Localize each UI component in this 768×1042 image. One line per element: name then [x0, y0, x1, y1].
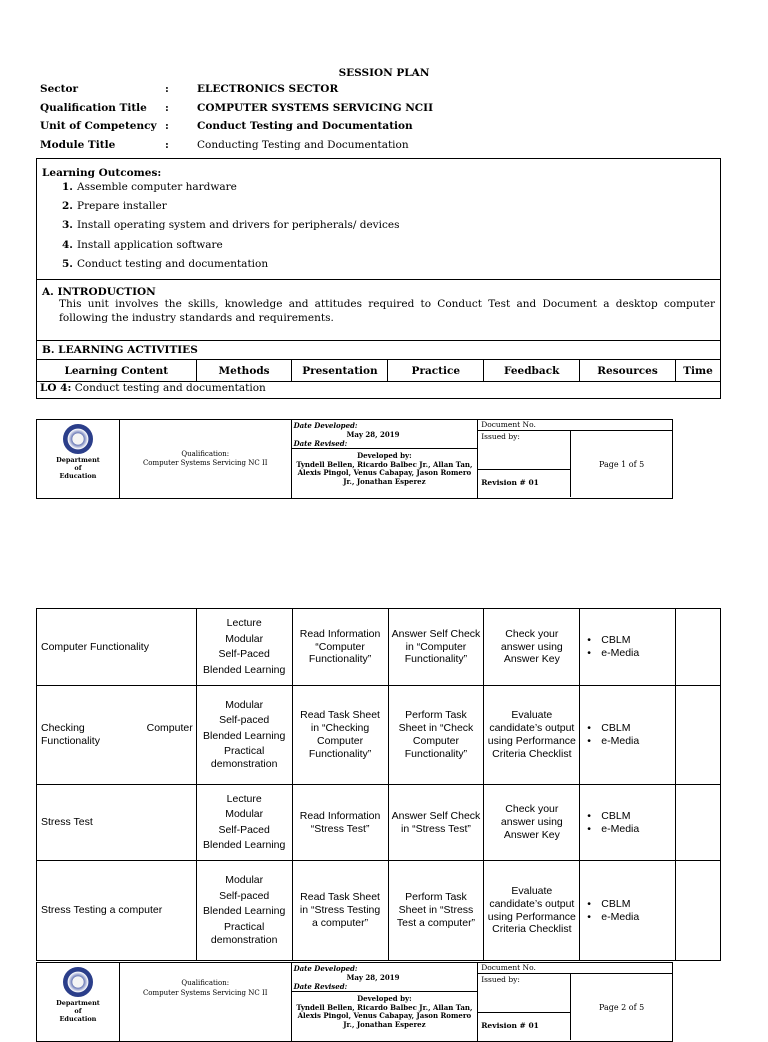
document-info-cell: Document No. Issued by: Revision # 01 Page 1 of 5	[478, 420, 673, 499]
learning-outcomes-box	[36, 158, 721, 280]
column-header: Methods	[196, 360, 292, 382]
info-label: Unit of Competency	[40, 120, 157, 132]
deped-seal-cell	[37, 963, 120, 1042]
qualification-cell: Qualification: Computer Systems Servicing NC II	[119, 963, 291, 1042]
deped-seal-cell	[37, 420, 120, 499]
list-item: 2. Prepare installer	[62, 200, 167, 213]
info-label: Sector	[40, 83, 79, 95]
learning-activities-heading: B. LEARNING ACTIVITIES	[36, 340, 721, 360]
deped-seal-icon	[63, 424, 93, 454]
lo4-text: Conduct testing and documentation	[71, 382, 266, 394]
column-header: Practice	[388, 360, 484, 382]
column-header: Resources	[580, 360, 676, 382]
info-value: ELECTRONICS SECTOR	[197, 83, 339, 95]
column-header: Time	[675, 360, 720, 382]
list-item: 4. Install application software	[62, 238, 223, 251]
table-row: Stress Test Lecture Modular Self-Paced Blended Learning Read Information “Stress Test” Answer Self Check in “Stress Test” Check your answer using Answer Key • CBLM • e-Media	[37, 785, 721, 861]
document-title: SESSION PLAN	[338, 67, 430, 79]
info-block	[40, 83, 600, 157]
lo4-row	[36, 380, 721, 399]
info-row-sector: Sector : ELECTRONICS SECTOR	[40, 83, 339, 95]
introduction-box	[36, 279, 721, 341]
activities-header-table	[36, 359, 721, 382]
info-value: Conducting Testing and Documentation	[197, 138, 409, 151]
list-item: 5. Conduct testing and documentation	[62, 257, 269, 270]
page-number: Page 1 of 5	[598, 459, 645, 469]
info-row-qualification: Qualification Title : COMPUTER SYSTEMS SERVICING NCII	[40, 101, 433, 114]
page-number: Page 2 of 5	[598, 1002, 645, 1012]
column-header: Learning Content	[37, 360, 197, 382]
info-value: COMPUTER SYSTEMS SERVICING NCII	[197, 101, 433, 114]
page-footer-2	[36, 962, 673, 1042]
list-item: 3. Install operating system and drivers for peripherals/ devices	[62, 219, 400, 232]
document-info-cell: Document No. Issued by: Revision # 01 Page 2 of 5	[478, 963, 673, 1042]
info-row-unit: Unit of Competency : Conduct Testing and Documentation	[40, 120, 413, 132]
introduction-heading: A. INTRODUCTION	[42, 286, 156, 298]
column-header: Feedback	[484, 360, 580, 382]
page-footer-1	[36, 419, 673, 499]
learning-outcomes-list	[42, 181, 715, 277]
info-row-module: Module Title : Conducting Testing and Documentation	[40, 138, 409, 151]
deped-seal-icon	[63, 967, 93, 997]
lo4-label: LO 4:	[40, 382, 72, 394]
table-row: Checking Computer Functionality Modular Self-paced Blended Learning Practical demonstration Read Task Sheet in “Checking Computer Functionality” Perform Task Sheet in “Check Computer Functionality” Evaluate candidate’s output using Performance Criteria Checklist • CBLM • e-Media	[37, 686, 721, 785]
info-label: Qualification Title	[40, 101, 147, 114]
table-row: Computer Functionality Lecture Modular Self-Paced Blended Learning Read Information “Computer Functionality” Answer Self Check in “Computer Functionality” Check your answer using Answer Key • CBLM • e-Media	[37, 609, 721, 686]
info-value: Conduct Testing and Documentation	[197, 120, 413, 132]
column-header: Presentation	[292, 360, 388, 382]
qualification-cell: Qualification: Computer Systems Servicing NC II	[119, 420, 291, 499]
department-label: Department of Education	[56, 456, 100, 480]
development-cell: Date Developed: May 28, 2019 Date Revised: Developed by: Tyndell Bellen, Ricardo Balbec Jr., Allan Tan, Alexis Pingol, Venus Cabapay, Jason Romero Jr., Jonathan Esperez	[291, 963, 478, 1042]
department-label: Department of Education	[56, 999, 100, 1023]
introduction-text: This unit involves the skills, knowledge and attitudes required to Conduct Test and Document a desktop computer following the industry standards and requirements.	[59, 298, 715, 324]
learning-outcomes-heading: Learning Outcomes:	[42, 167, 162, 179]
development-cell: Date Developed: May 28, 2019 Date Revised: Developed by: Tyndell Bellen, Ricardo Balbec Jr., Allan Tan, Alexis Pingol, Venus Cabapay, Jason Romero Jr., Jonathan Esperez	[291, 420, 478, 499]
activities-table	[36, 608, 721, 961]
list-item: 1. Assemble computer hardware	[62, 181, 237, 193]
info-label: Module Title	[40, 138, 116, 151]
table-row: Stress Testing a computer Modular Self-paced Blended Learning Practical demonstration Read Task Sheet in “Stress Testing a computer” Perform Task Sheet in “Stress Test a computer” Evaluate candidate’s output using Performance Criteria Checklist • CBLM • e-Media	[37, 861, 721, 961]
